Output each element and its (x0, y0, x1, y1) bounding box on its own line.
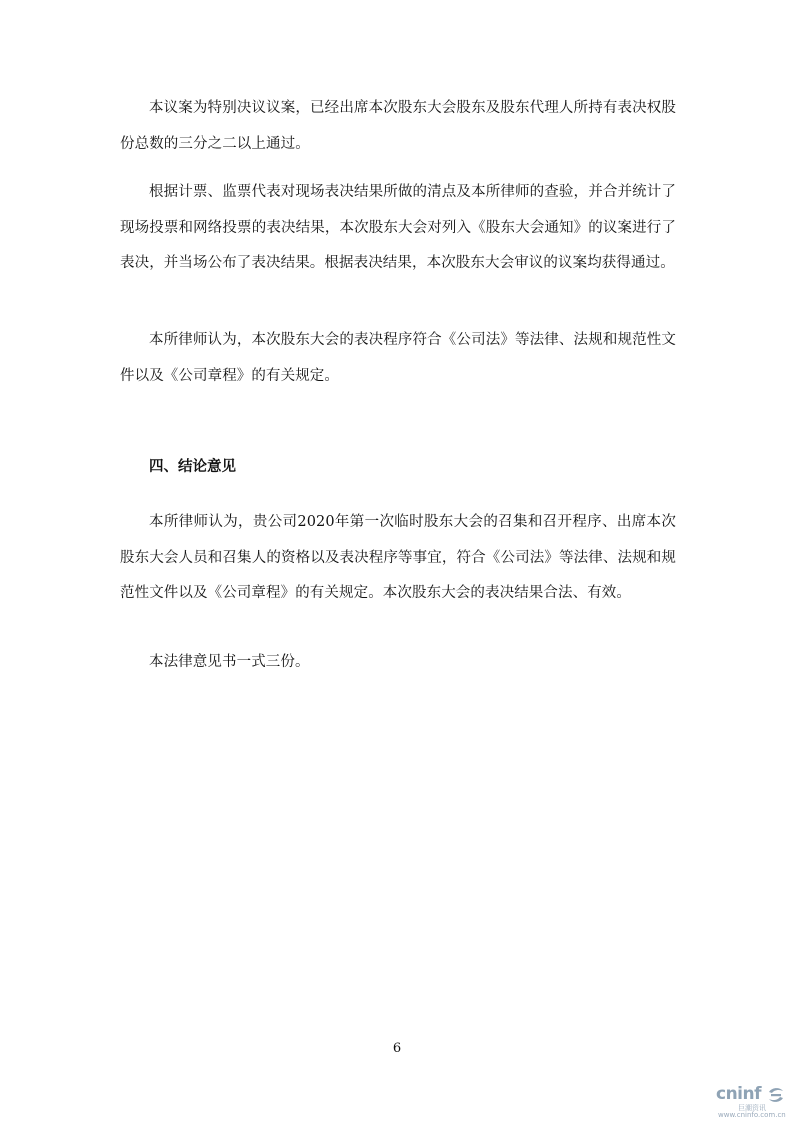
watermark-logo-text: cninf (716, 1084, 762, 1104)
watermark-url: www.cninfo.com.cn (718, 1111, 786, 1119)
watermark-subtitle: 巨潮资讯 (738, 1104, 766, 1112)
paragraph-copies: 本法律意见书一式三份。 (149, 654, 310, 670)
section-heading-conclusion: 四、结论意见 (149, 459, 236, 475)
paragraph-resolution-passed: 本议案为特别决议议案，已经出席本次股东大会股东及股东代理人所持有表决权股份总数的三分之二以上通过。 (120, 100, 676, 152)
page-number: 6 (392, 1041, 402, 1056)
cninfo-watermark (716, 1084, 794, 1120)
paragraph-voting-procedure: 本所律师认为，本次股东大会的表决程序符合《公司法》等法律、法规和规范性文件以及《公司章程》的有关规定。 (120, 332, 676, 384)
paragraph-conclusion: 本所律师认为，贵公司2020年第一次临时股东大会的召集和召开程序、出席本次股东大会人员和召集人的资格以及表决程序等事宜，符合《公司法》等法律、法规和规范性文件以及《公司章程》的有关规定。本次股东大会的表决结果合法、有效。 (120, 514, 676, 601)
cninfo-swirl-icon (766, 1086, 786, 1104)
paragraph-vote-count: 根据计票、监票代表对现场表决结果所做的清点及本所律师的查验，并合并统计了现场投票和网络投票的表决结果，本次股东大会对列入《股东大会通知》的议案进行了表决，并当场公布了表决结果。根据表决结果，本次股东大会审议的议案均获得通过。 (120, 184, 676, 271)
